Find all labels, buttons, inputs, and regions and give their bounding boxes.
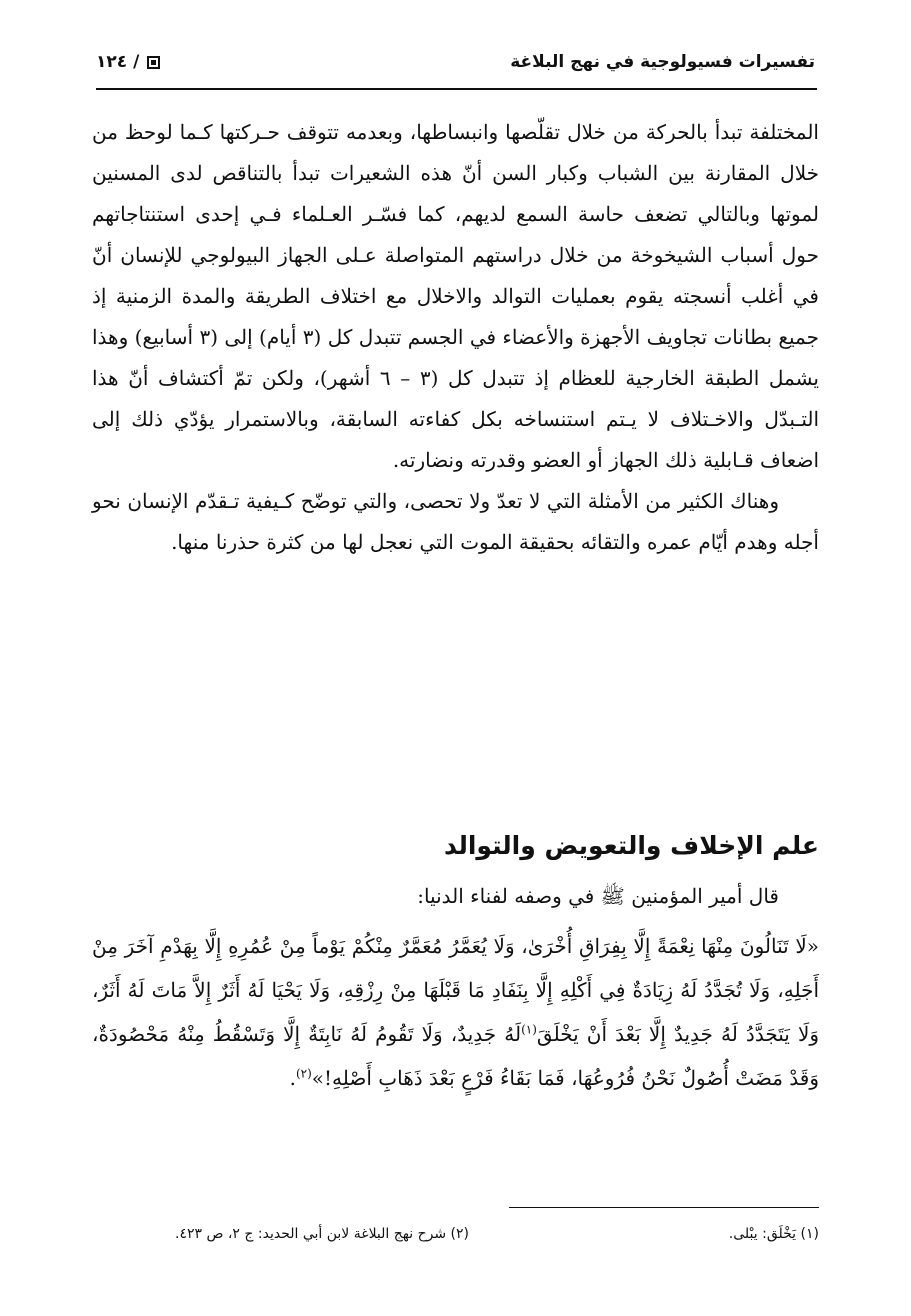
paragraph-2: وهناك الكثير من الأمثلة التي لا تعدّ ولا تحصى، والتي توضّح كـيفية تـقدّم الإنسان نحو أجله وهدم أيّام عمره والتقائه بحقيقة الموت التي نعجل لها من كثرة حذرنا منها.	[92, 489, 819, 554]
footnotes	[92, 1226, 819, 1256]
body-text	[92, 112, 819, 563]
running-header	[96, 50, 815, 86]
paragraph-1: المختلفة تبدأ بالحركة من خلال تقلّصها وانبساطها، وبعدمه تتوقف حـركتها كـما لوحظ من خلال المقارنة بين الشباب وكبار السن أنّ هذه الشعيرات تبدأ بالتناقص لدى المسنين لموتها وبالتالي تضعف حاسة السمع لديهم، كما فسّـر العـلماء فـي إحدى استنتاجاتهم حول أسباب الشيخوخة من خلال دراستهم المتواصلة عـلى الجهاز البيولوجي للإنسان أنّ في أغلب أنسجته يقوم بعمليات التوالد والاخلال مع اختلاف الطريقة والمدة الزمنية إذ جميع بطانات تجاويف الأجهزة والأعضاء في الجسم تتبدل كل (٣ أيام) إلى (٣ أسابيع) وهذا يشمل الطبقة الخارجية للعظام إذ تتبدل كل (٣ – ٦ أشهر)، ولكن تمّ أكتشاف أنّ هذا التـبدّل والاخـتلاف لا يـتم استنساخه بكل كفاءته السابقة، وبالاستمرار يؤدّي ذلك إلى اضعاف قـابلية ذلك الجهاز أو العضو وقدرته ونضارته.	[92, 120, 819, 472]
footnote-2: (٢) شرح نهج البلاغة لابن أبي الحديد: ج ٢، ص ٤٢٣.	[175, 1226, 469, 1242]
page-number-block	[96, 52, 160, 72]
footnote-marker-1: (١)	[521, 1022, 537, 1037]
quote-part-1: «لَا تَنَالُونَ مِنْهَا نِعْمَةً إِلَّا بِفِرَاقِ أُخْرَىٰ، وَلَا يُعَمَّرُ مُعَمَّرٌ مِنْكُمْ يَوْماً مِنْ عُمُرِهِ إِلَّا بِهَدْمِ آخَرَ مِنْ أَجَلِهِ، وَلَا تُجَدَّدُ لَهُ زِيَادَةٌ فِي أَكْلِهِ إِلَّا بِنَفَادِ مَا قَبْلَهَا مِنْ رِزْقِهِ، وَلَا يَحْيَا لَهُ أَثَرٌ إِلاَّ مَاتَ لَهُ أَثَرٌ، وَلَا يَتَجَدَّدُ لَهُ جَدِيدٌ إِلَّا بَعْدَ أَنْ يَخْلَقَ	[92, 934, 820, 1046]
page-ornament-icon	[147, 56, 160, 69]
quote-intro: قال أمير المؤمنين ﷺ في وصفه لفناء الدنيا:	[417, 884, 779, 908]
page-number: ١٢٤	[96, 52, 128, 72]
footnote-marker-2: (٢)	[295, 1066, 312, 1081]
footnote-rule	[509, 1207, 819, 1208]
footnote-1: (١) يَخْلَق: يبْلى.	[728, 1226, 819, 1242]
header-rule	[96, 88, 817, 90]
book-title: تفسيرات فسيولوجية في نهج البلاغة	[510, 52, 815, 72]
page-number-separator: /	[133, 52, 140, 72]
quote-part-2: لَهُ جَدِيدٌ، وَلَا تَقُومُ لَهُ نَابِتَةٌ إِلَّا وَتَسْقُطُ مِنْهُ مَحْصُودَةٌ، وَقَدْ مَضَتْ أُصُولٌ نَحْنُ فُرُوعُهَا، فَمَا بَقَاءُ فَرْعٍ بَعْدَ ذَهَابِ أَصْلِهِ!»	[92, 1022, 819, 1090]
section-heading: علم الإخلاف والتعويض والتوالد	[444, 831, 819, 860]
quote-end: .	[289, 1066, 296, 1090]
quote-block	[92, 924, 819, 1100]
